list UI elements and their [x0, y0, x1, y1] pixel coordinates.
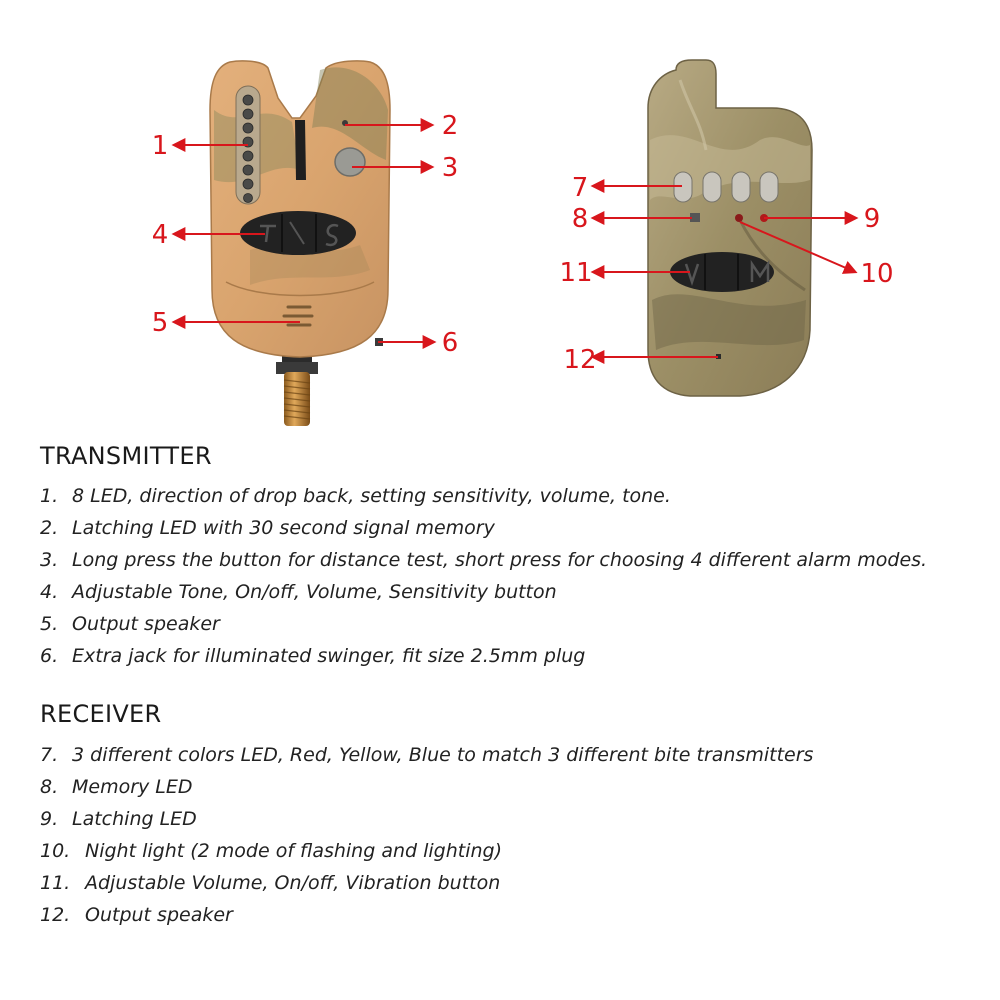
list-item: 12. Output speaker — [40, 904, 233, 926]
callout-10: 10 — [860, 259, 894, 289]
list-item: 3. Long press the button for distance test, short press for choosing 4 different alarm modes. — [40, 549, 928, 571]
list-item: 4. Adjustable Tone, On/off, Volume, Sensitivity button — [40, 581, 557, 603]
list-item: 1. 8 LED, direction of drop back, setting sensitivity, volume, tone. — [40, 485, 671, 507]
list-item: 7. 3 different colors LED, Red, Yellow, Blue to match 3 different bite transmitters — [40, 744, 814, 766]
callout-9: 9 — [863, 204, 881, 234]
list-item: 2. Latching LED with 30 second signal memory — [40, 517, 495, 539]
list-item: 8. Memory LED — [40, 776, 193, 798]
transmitter-device — [210, 61, 390, 426]
receiver-device — [648, 60, 812, 396]
receiver-feature-list — [40, 739, 813, 931]
callout-3: 3 — [441, 153, 459, 183]
callout-7: 7 — [571, 173, 589, 203]
transmitter-heading: TRANSMITTER — [40, 442, 212, 470]
list-item: 9. Latching LED — [40, 808, 197, 830]
transmitter-feature-list — [40, 480, 927, 672]
list-item: 11. Adjustable Volume, On/off, Vibration button — [40, 872, 501, 894]
callout-11: 11 — [559, 258, 593, 288]
callout-6: 6 — [441, 328, 459, 358]
list-item: 10. Night light (2 mode of flashing and lighting) — [40, 840, 503, 862]
product-diagram — [0, 0, 1000, 440]
callout-12: 12 — [563, 345, 597, 375]
callout-8: 8 — [571, 204, 589, 234]
receiver-heading: RECEIVER — [40, 700, 162, 728]
callout-2: 2 — [441, 111, 459, 141]
callout-4: 4 — [151, 220, 169, 250]
list-item: 6. Extra jack for illuminated swinger, fit size 2.5mm plug — [40, 645, 586, 667]
list-item: 5. Output speaker — [40, 613, 220, 635]
callout-1: 1 — [151, 131, 169, 161]
callout-5: 5 — [151, 308, 169, 338]
